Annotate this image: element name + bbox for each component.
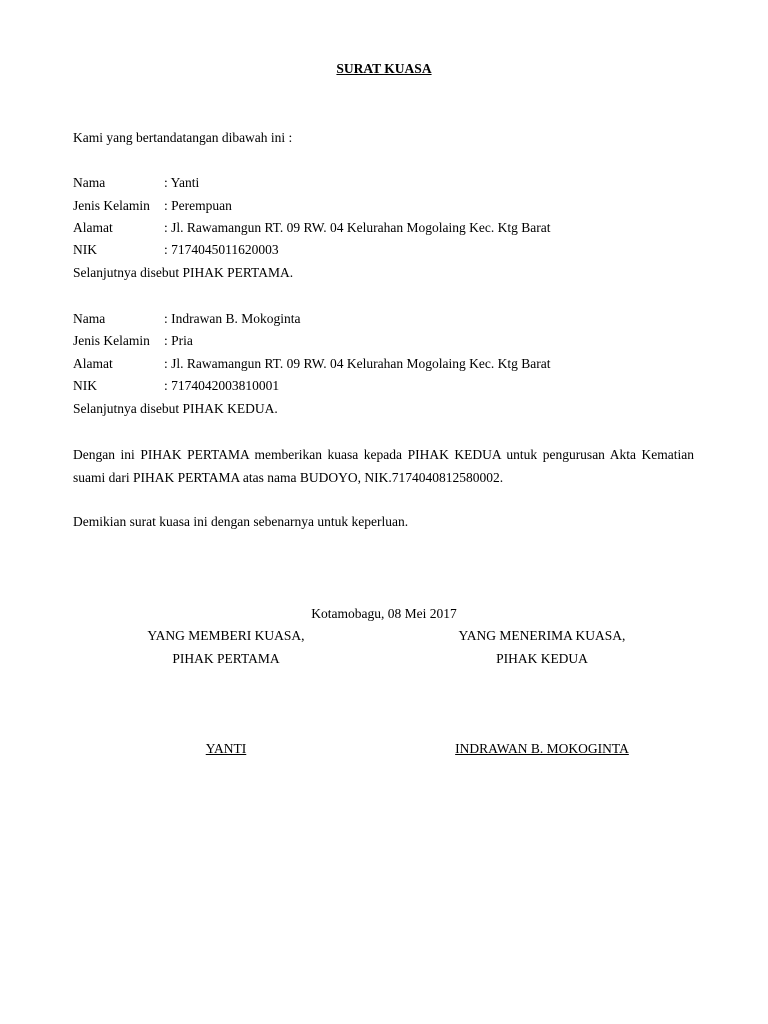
- title-text: SURAT KUASA: [336, 61, 432, 76]
- party1-closing: Selanjutnya disebut PIHAK PERTAMA.: [73, 265, 294, 280]
- left-signer-party: PIHAK PERTAMA: [172, 651, 280, 666]
- intro-text: Kami yang bertandatangan dibawah ini :: [73, 130, 293, 145]
- right-signer-role: YANG MENERIMA KUASA,: [458, 628, 626, 643]
- right-signer-name: INDRAWAN B. MOKOGINTA: [455, 741, 629, 756]
- party2-value-nik: : 7174042003810001: [164, 378, 280, 393]
- party1-value-nik: : 7174045011620003: [164, 242, 279, 257]
- party2-label-nik: NIK: [73, 378, 97, 393]
- party2-value-gender: : Pria: [164, 333, 193, 348]
- party2-label-nama: Nama: [73, 311, 106, 326]
- party2-closing: Selanjutnya disebut PIHAK KEDUA.: [73, 401, 278, 416]
- left-signer-name: YANTI: [205, 741, 247, 756]
- party2-label-address: Alamat: [73, 356, 113, 371]
- body-paragraph: Dengan ini PIHAK PERTAMA memberikan kuasa kepada PIHAK KEDUA untuk pengurusan Akta Kematian suami dari PIHAK PERTAMA atas nama BUDOYO, NIK.7174040812580002.: [73, 447, 694, 485]
- party1-label-address: Alamat: [73, 220, 113, 235]
- party1-label-nik: NIK: [73, 242, 97, 257]
- party1-label-gender: Jenis Kelamin: [73, 198, 150, 213]
- party2-value-nama: : Indrawan B. Mokoginta: [164, 311, 301, 326]
- party2-value-address: : Jl. Rawamangun RT. 09 RW. 04 Kelurahan Mogolaing Kec. Ktg Barat: [164, 356, 551, 371]
- party1-value-address: : Jl. Rawamangun RT. 09 RW. 04 Kelurahan Mogolaing Kec. Ktg Barat: [164, 220, 551, 235]
- left-signer-name-block: [86, 742, 366, 756]
- party1-value-gender: : Perempuan: [164, 198, 232, 213]
- right-signer-name-block: [402, 742, 682, 756]
- party1-value-nama: : Yanti: [164, 175, 200, 190]
- right-signer-party: PIHAK KEDUA: [496, 651, 588, 666]
- place-date: Kotamobagu, 08 Mei 2017: [311, 606, 457, 621]
- party2-label-gender: Jenis Kelamin: [73, 333, 150, 348]
- party1-label-nama: Nama: [73, 175, 106, 190]
- document-title: [0, 62, 768, 76]
- left-signer-role: YANG MEMBERI KUASA,: [147, 628, 305, 643]
- closing-paragraph: Demikian surat kuasa ini dengan sebenarnya untuk keperluan.: [73, 514, 409, 529]
